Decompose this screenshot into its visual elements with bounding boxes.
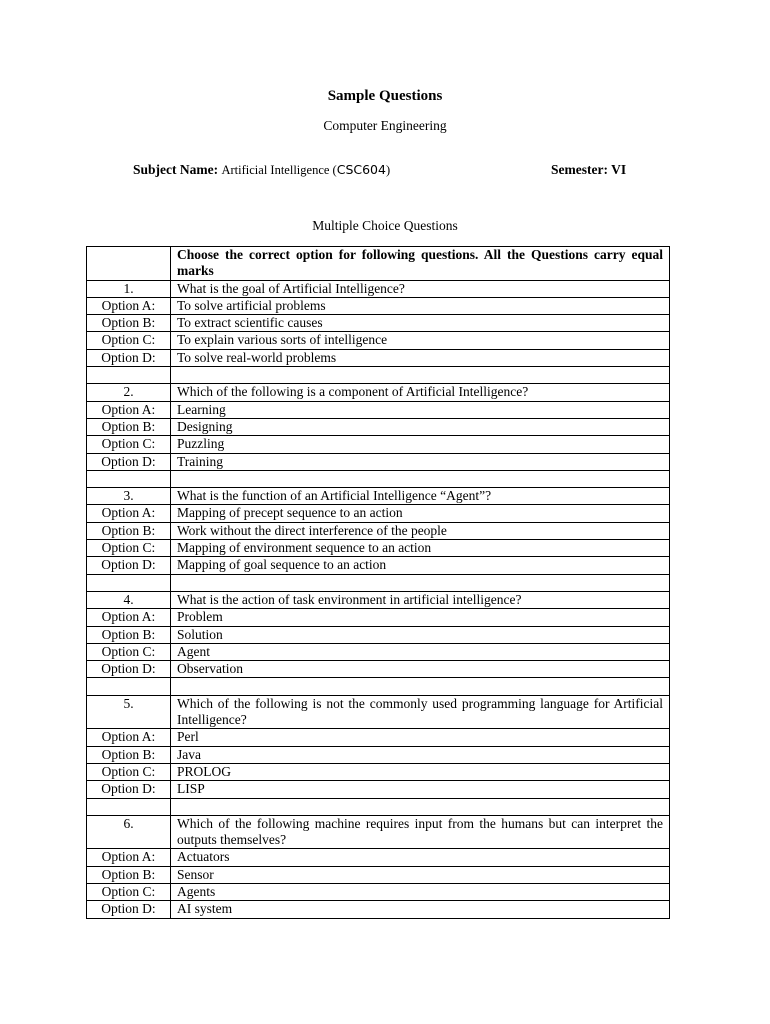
option-label: Option D: (87, 781, 171, 798)
option-row (87, 609, 670, 626)
option-text: Solution (171, 626, 670, 643)
question-text: What is the action of task environment in artificial intelligence? (171, 591, 670, 608)
option-row (87, 643, 670, 660)
question-text: Which of the following is a component of Artificial Intelligence? (171, 384, 670, 401)
option-label: Option C: (87, 332, 171, 349)
question-row (87, 695, 670, 729)
option-label: Option A: (87, 609, 171, 626)
spacer-cell (87, 470, 171, 487)
option-text: Java (171, 746, 670, 763)
option-label: Option A: (87, 297, 171, 314)
question-text: Which of the following machine requires input from the humans but can interpret the outputs themselves? (171, 815, 670, 849)
option-label: Option C: (87, 436, 171, 453)
spacer-row (87, 367, 670, 384)
option-label: Option D: (87, 661, 171, 678)
option-text: To solve real-world problems (171, 349, 670, 366)
option-row (87, 883, 670, 900)
option-row (87, 866, 670, 883)
option-text: Perl (171, 729, 670, 746)
option-text: Sensor (171, 866, 670, 883)
subject-line (133, 162, 390, 178)
option-row (87, 540, 670, 557)
question-row (87, 591, 670, 608)
option-text: Agents (171, 883, 670, 900)
spacer-cell (87, 798, 171, 815)
option-text: LISP (171, 781, 670, 798)
spacer-cell (87, 574, 171, 591)
option-row (87, 729, 670, 746)
option-row (87, 436, 670, 453)
spacer-cell (171, 470, 670, 487)
semester-label: Semester: VI (551, 162, 627, 177)
spacer-cell (171, 574, 670, 591)
option-label: Option C: (87, 643, 171, 660)
option-row (87, 349, 670, 366)
option-row (87, 901, 670, 918)
question-number: 4. (87, 591, 171, 608)
option-label: Option A: (87, 849, 171, 866)
option-text: Mapping of goal sequence to an action (171, 557, 670, 574)
spacer-row (87, 678, 670, 695)
option-label: Option A: (87, 505, 171, 522)
question-text: What is the function of an Artificial Intelligence “Agent”? (171, 488, 670, 505)
option-row (87, 849, 670, 866)
option-label: Option D: (87, 453, 171, 470)
option-text: Designing (171, 418, 670, 435)
spacer-cell (87, 678, 171, 695)
option-row (87, 453, 670, 470)
question-number: 1. (87, 280, 171, 297)
option-text: PROLOG (171, 763, 670, 780)
option-label: Option B: (87, 626, 171, 643)
option-text: Training (171, 453, 670, 470)
option-label: Option B: (87, 746, 171, 763)
option-row (87, 418, 670, 435)
question-text: Which of the following is not the commonly used programming language for Artificial Intelligence? (171, 695, 670, 729)
option-label: Option B: (87, 522, 171, 539)
question-number: 3. (87, 488, 171, 505)
subject-name: Artificial Intelligence ( (221, 163, 337, 177)
option-row (87, 661, 670, 678)
question-number: 6. (87, 815, 171, 849)
option-label: Option B: (87, 418, 171, 435)
option-row (87, 315, 670, 332)
option-text: Problem (171, 609, 670, 626)
option-label: Option A: (87, 729, 171, 746)
option-row (87, 557, 670, 574)
option-text: To explain various sorts of intelligence (171, 332, 670, 349)
mcq-table (86, 246, 670, 919)
spacer-cell (171, 798, 670, 815)
subject-label: Subject Name: (133, 162, 219, 177)
option-text: Work without the direct interference of the people (171, 522, 670, 539)
question-row (87, 280, 670, 297)
instruction-blank-cell (87, 247, 171, 281)
instruction-text: Choose the correct option for following questions. All the Questions carry equal marks (171, 247, 670, 281)
option-label: Option C: (87, 540, 171, 557)
option-row (87, 522, 670, 539)
option-label: Option D: (87, 349, 171, 366)
option-row (87, 401, 670, 418)
option-label: Option B: (87, 315, 171, 332)
instruction-row (87, 247, 670, 281)
option-row (87, 626, 670, 643)
question-number: 5. (87, 695, 171, 729)
option-label: Option C: (87, 883, 171, 900)
option-label: Option D: (87, 557, 171, 574)
option-row (87, 297, 670, 314)
option-label: Option A: (87, 401, 171, 418)
subject-code: CSC604 (336, 162, 386, 177)
document-title: Sample Questions (327, 88, 443, 104)
option-text: Puzzling (171, 436, 670, 453)
option-text: To solve artificial problems (171, 297, 670, 314)
option-text: To extract scientific causes (171, 315, 670, 332)
option-text: Mapping of precept sequence to an action (171, 505, 670, 522)
option-text: Learning (171, 401, 670, 418)
option-row (87, 763, 670, 780)
question-row (87, 488, 670, 505)
option-row (87, 781, 670, 798)
spacer-cell (87, 367, 171, 384)
document-subtitle: Computer Engineering (323, 118, 447, 133)
option-label: Option C: (87, 763, 171, 780)
question-text: What is the goal of Artificial Intelligence? (171, 280, 670, 297)
option-text: Observation (171, 661, 670, 678)
section-heading: Multiple Choice Questions (312, 218, 458, 233)
option-label: Option B: (87, 866, 171, 883)
option-text: Agent (171, 643, 670, 660)
question-row (87, 384, 670, 401)
question-number: 2. (87, 384, 171, 401)
spacer-cell (171, 367, 670, 384)
option-text: AI system (171, 901, 670, 918)
option-label: Option D: (87, 901, 171, 918)
option-row (87, 746, 670, 763)
option-text: Mapping of environment sequence to an action (171, 540, 670, 557)
spacer-cell (171, 678, 670, 695)
option-row (87, 505, 670, 522)
question-row (87, 815, 670, 849)
subject-close: ) (385, 163, 391, 177)
option-text: Actuators (171, 849, 670, 866)
spacer-row (87, 574, 670, 591)
spacer-row (87, 470, 670, 487)
option-row (87, 332, 670, 349)
spacer-row (87, 798, 670, 815)
